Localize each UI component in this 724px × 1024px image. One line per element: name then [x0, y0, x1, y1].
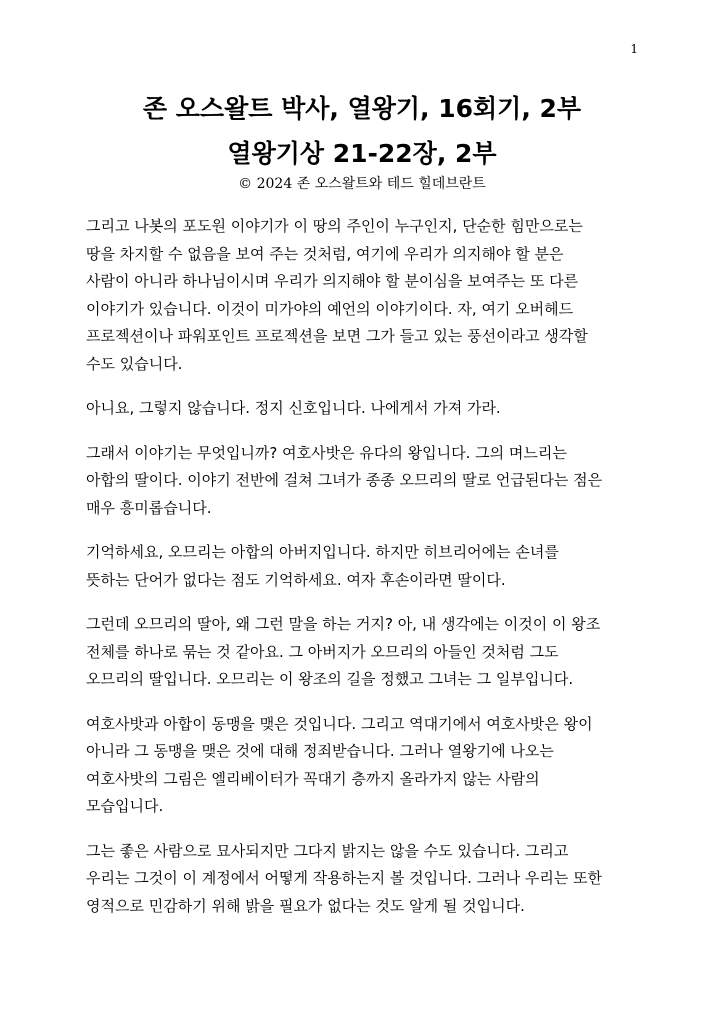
text-line: 이야기가 있습니다. 이것이 미가야의 예언의 이야기이다. 자, 여기 오버헤드 — [86, 299, 574, 318]
text-line: 영적으로 민감하기 위해 밝을 필요가 없다는 것도 알게 될 것입니다. — [86, 896, 525, 915]
text-line: 여호사밧과 아합이 동맹을 맺은 것입니다. 그리고 역대기에서 여호사밧은 왕이 — [86, 714, 593, 733]
text-line: 수도 있습니다. — [86, 354, 183, 373]
paragraph — [86, 213, 646, 378]
text-line: 아합의 딸이다. 이야기 전반에 걸쳐 그녀가 종종 오므리의 딸로 언급된다는 점은 — [86, 471, 603, 489]
text-line: 그런데 오므리의 딸아, 왜 그런 말을 하는 거지? 아, 내 생각에는 이것이 이 왕조 — [86, 615, 601, 633]
text-line: 오므리의 딸입니다. 오므리는 이 왕조의 길을 정했고 그녀는 그 일부입니다. — [86, 670, 574, 688]
text-line: 아니요, 그렇지 않습니다. 정지 신호입니다. 나에게서 가져 가라. — [86, 399, 501, 417]
paragraph — [86, 440, 646, 523]
paragraph — [86, 539, 646, 594]
page-number: 1 — [630, 42, 638, 56]
text-line: 우리는 그것이 이 계정에서 어떻게 작용하는지 볼 것입니다. 그러나 우리는 또한 — [86, 869, 603, 887]
text-line: 그리고 나봇의 포도원 이야기가 이 땅의 주인이 누구인지, 단순한 힘만으로는 — [86, 217, 583, 235]
text-line: 땅을 차지할 수 없음을 보여 주는 것처럼, 여기에 우리가 의지해야 할 분은 — [86, 244, 564, 263]
text-line: 프로젝션이나 파워포인트 프로젝션을 보면 그가 들고 있는 풍선이라고 생각할 — [86, 327, 588, 345]
paragraph — [86, 838, 646, 921]
text-line: 기억하세요, 오므리는 아합의 아버지입니다. 하지만 히브리어에는 손녀를 — [86, 543, 559, 561]
copyright-notice: © 2024 존 오스왈트와 테드 힐데브란트 — [238, 176, 486, 192]
paragraph — [86, 711, 646, 821]
paragraph — [86, 395, 646, 423]
text-line: 뜻하는 단어가 없다는 점도 기억하세요. 여자 후손이라면 딸이다. — [86, 570, 506, 589]
text-line: 매우 흥미롭습니다. — [86, 498, 212, 517]
text-line: 아니라 그 동맹을 맺은 것에 대해 정죄받습니다. 그러나 열왕기에 나오는 — [86, 742, 554, 760]
text-line: 그는 좋은 사람으로 묘사되지만 그다지 밝지는 않을 수도 있습니다. 그리고 — [86, 841, 569, 860]
document-subtitle: 열왕기상 21-22장, 2부 — [227, 139, 497, 168]
text-line: 사람이 아니라 하나님이시며 우리가 의지해야 할 분이심을 보여주는 또 다른 — [86, 272, 579, 290]
text-line: 전체를 하나로 묶는 것 같아요. 그 아버지가 오므리의 아들인 것처럼 그도 — [86, 642, 559, 661]
paragraph — [86, 611, 646, 694]
text-line: 모습입니다. — [86, 797, 164, 815]
text-line: 여호사밧의 그림은 엘리베이터가 꼭대기 층까지 올라가지 않는 사람의 — [86, 769, 540, 788]
text-line: 그래서 이야기는 무엇입니까? 여호사밧은 유다의 왕입니다. 그의 며느리는 — [86, 443, 567, 462]
document-body — [86, 213, 646, 937]
document-title: 존 오스왈트 박사, 열왕기, 16회기, 2부 — [142, 94, 582, 123]
